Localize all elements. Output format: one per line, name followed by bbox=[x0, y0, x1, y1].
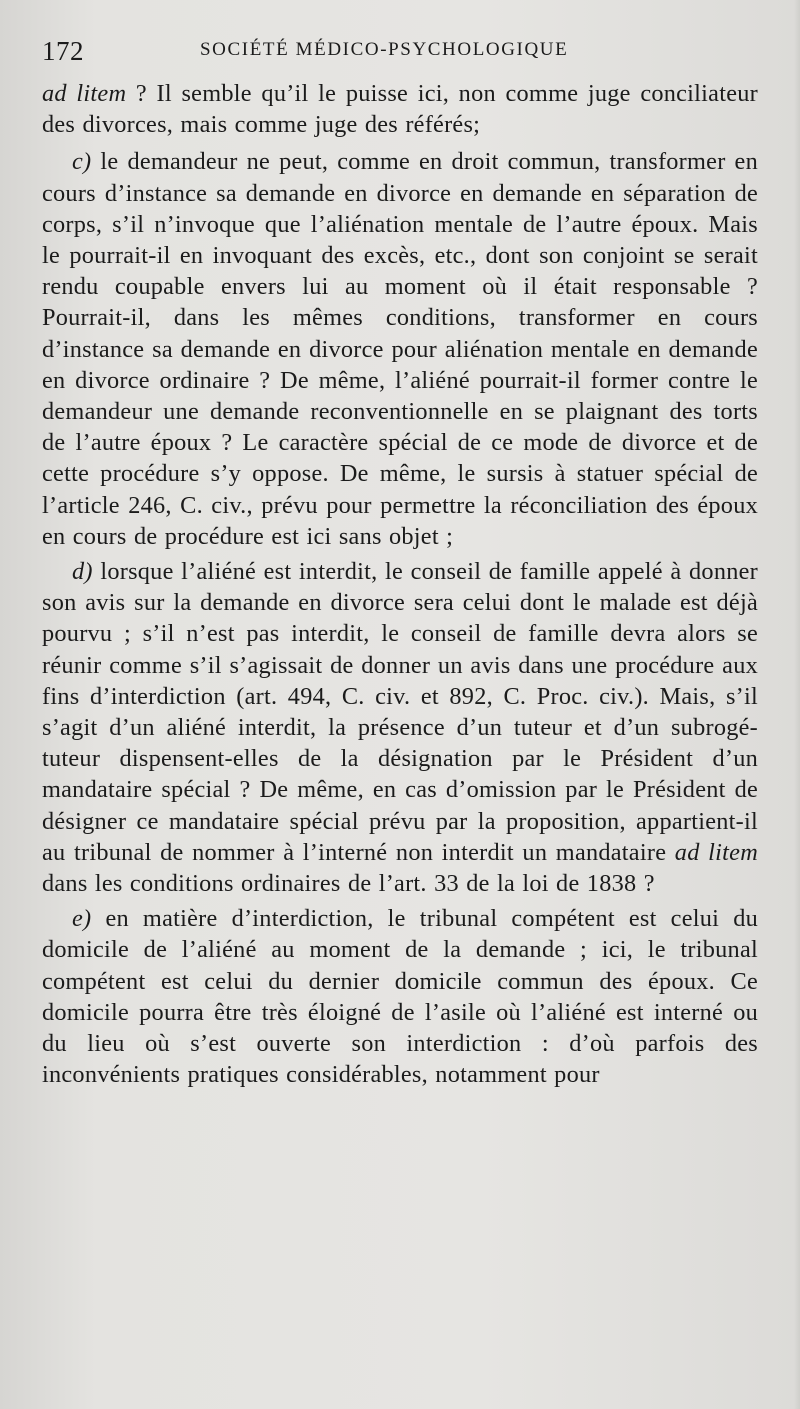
paragraph-text: le demandeur ne peut, comme en droit commun, transformer en cours d’instance sa demande en divorce en demande en séparation de corps, s’il n’invoque que l’aliénation mentale de l’autre époux. Mais le pourrait-il en invoquant des excès, etc., dont son conjoint se serait rendu coupable envers lui au moment où il était responsable ? Pourrait-il, dans les mêmes conditions, transformer en cours d’instance sa demande en divorce pour aliénation mentale en demande en divorce ordinaire ? De même, l’aliéné pourrait-il former contre le demandeur une demande reconventionnelle en se plaignant des torts de l’autre époux ? Le caractère spécial de ce mode de divorce et de cette procédure s’y oppose. De même, le sursis à statuer spécial de l’article 246, C. civ., prévu pour permettre la réconciliation des époux en cours de procédure est ici sans objet ; bbox=[42, 148, 758, 550]
paragraph-continuation bbox=[42, 78, 758, 140]
body-text bbox=[42, 78, 758, 1091]
paragraph-text: en matière d’interdiction, le tribunal compétent est celui du domicile de l’aliéné au moment de la demande ; ici, le tribunal compétent est celui du dernier domicile commun des époux. Ce domicile pourra être très éloigné de l’asile où l’aliéné est interné ou du lieu où s’est ouverte son interdiction : d’où parfois des inconvénients pratiques considérables, notamment pour bbox=[42, 905, 758, 1089]
paragraph-marker: c) bbox=[72, 148, 92, 176]
paragraph-text: lorsque l’aliéné est interdit, le conseil de famille appelé à donner son avis sur la demande en divorce sera celui dont le malade est déjà pourvu ; s’il n’est pas interdit, le conseil de famille devra alors se réunir comme s’il s’agissait de donner un avis dans une procédure aux fins d’interdiction (art. 494, C. civ. et 892, C. Proc. civ.). Mais, s’il s’agit d’un aliéné interdit, la présence d’un tuteur et d’un subrogé-tuteur dispensent-elles de la désignation par le Président d’un mandataire spécial ? De même, en cas d’omission par le Président de désigner ce mandataire spécial prévu par la proposition, appartient-il au tribunal de nommer à l’interné non interdit un mandataire bbox=[42, 558, 758, 866]
paragraph-text: dans les conditions ordinaires de l’art. 33 de la loi de 1838 ? bbox=[42, 870, 655, 898]
page-number: 172 bbox=[42, 36, 84, 66]
paragraph-marker: d) bbox=[72, 558, 93, 586]
running-head-title: SOCIÉTÉ MÉDICO-PSYCHOLOGIQUE bbox=[200, 39, 569, 60]
paragraph-c bbox=[42, 146, 758, 552]
latin-term: ad litem bbox=[42, 80, 127, 107]
running-head bbox=[42, 26, 758, 78]
paragraph-e bbox=[42, 903, 758, 1090]
paragraph-marker: e) bbox=[72, 905, 92, 933]
paragraph-text: ? Il semble qu’il le puisse ici, non comme juge conciliateur des divorces, mais comme juge des référés; bbox=[42, 80, 758, 139]
latin-term: ad litem bbox=[674, 838, 758, 866]
paragraph-d bbox=[42, 556, 758, 899]
page-edge-shadow bbox=[794, 0, 800, 1409]
